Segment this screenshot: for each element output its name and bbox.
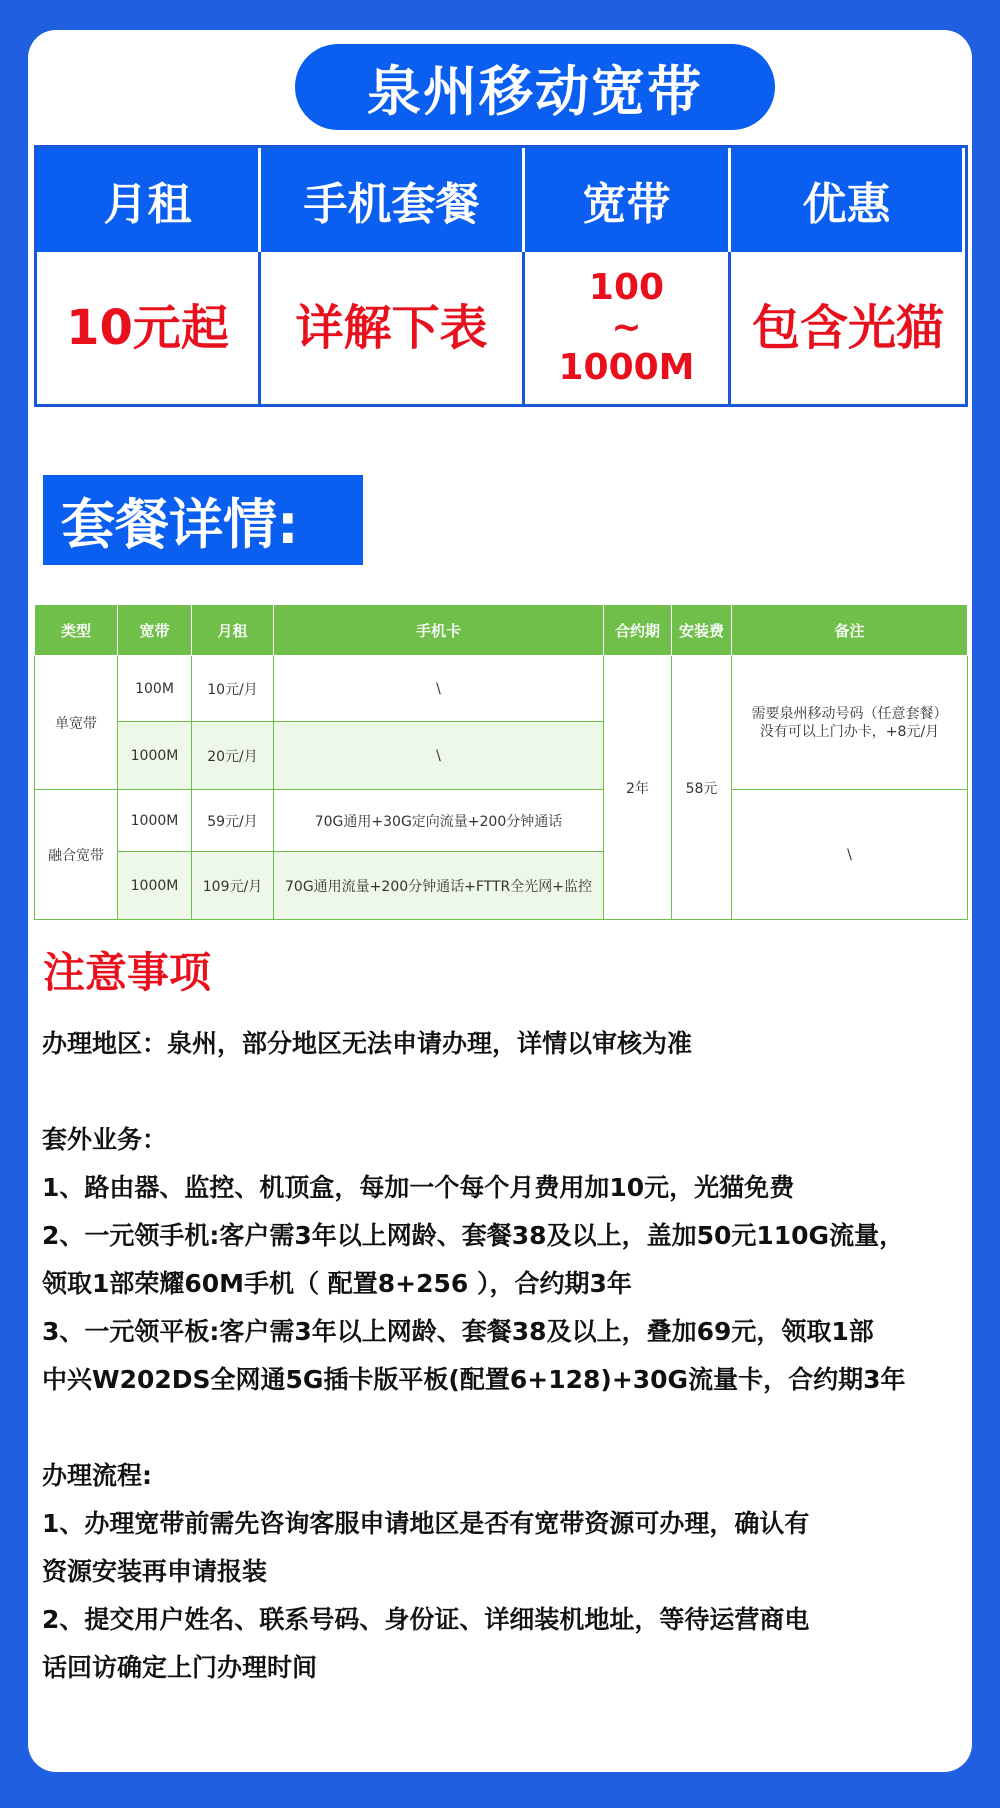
note-single-line-1: 需要泉州移动号码（任意套餐） [751, 705, 948, 722]
cell-install: 58元 [672, 656, 732, 920]
cell-card: 70G通用+30G定向流量+200分钟通话 [274, 790, 604, 852]
summary-header-broadband: 宽带 [525, 148, 731, 252]
page-title: 泉州移动宽带 [295, 44, 775, 130]
summary-header-offer: 优惠 [731, 148, 965, 252]
col-type: 类型 [35, 605, 118, 656]
cell-rent: 10元/月 [192, 656, 274, 722]
note-flow-title: 办理流程: [42, 1461, 152, 1490]
cell-bw: 100M [118, 656, 192, 722]
type-single: 单宽带 [35, 656, 118, 790]
cell-rent: 20元/月 [192, 722, 274, 790]
cell-bw: 1000M [118, 790, 192, 852]
plan-table [34, 604, 968, 920]
summary-offer-value: 包含光猫 [751, 300, 944, 356]
cell-rent: 109元/月 [192, 852, 274, 920]
note-extra-3b: 中兴W202DS全网通5G插卡版平板(配置6+128)+30G流量卡，合约期3年 [42, 1365, 906, 1394]
notes-body [42, 1020, 962, 1692]
cell-card: \ [274, 722, 604, 790]
col-rent: 月租 [192, 605, 274, 656]
cell-note-single [732, 656, 968, 790]
cell-bw: 1000M [118, 722, 192, 790]
broadband-min: 100 [588, 267, 665, 308]
note-area: 办理地区：泉州，部分地区无法申请办理，详情以审核为准 [42, 1029, 693, 1058]
note-extra-2a: 2、一元领手机:客户需3年以上网龄、套餐38及以上，盖加50元110G流量， [42, 1221, 905, 1250]
note-extra-3a: 3、一元领平板:客户需3年以上网龄、套餐38及以上，叠加69元，领取1部 [42, 1317, 874, 1346]
detail-section-title: 套餐详情: [43, 475, 363, 565]
broadband-max: 1000M [558, 347, 695, 388]
summary-broadband-value [525, 252, 731, 404]
note-flow-1a: 1、办理宽带前需先咨询客服申请地区是否有宽带资源可办理，确认有 [42, 1509, 810, 1538]
col-sim-card: 手机卡 [274, 605, 604, 656]
col-term: 合约期 [604, 605, 672, 656]
col-remarks: 备注 [732, 605, 968, 656]
cell-bw: 1000M [118, 852, 192, 920]
summary-header-plan: 手机套餐 [261, 148, 525, 252]
summary-header-rent: 月租 [37, 148, 261, 252]
cell-card: 70G通用流量+200分钟通话+FTTR全光网+监控 [274, 852, 604, 920]
table-row [35, 656, 968, 722]
table-row [35, 790, 968, 852]
table-header-row [35, 605, 968, 656]
type-fusion: 融合宽带 [35, 790, 118, 920]
note-extra-1: 1、路由器、监控、机顶盒，每加一个每个月费用加10元，光猫免费 [42, 1173, 795, 1202]
poster-card [28, 30, 972, 1772]
summary-rent-value: 10元起 [37, 252, 261, 404]
cell-rent: 59元/月 [192, 790, 274, 852]
cell-note-fusion: \ [732, 790, 968, 920]
broadband-tilde: ~ [611, 307, 642, 348]
note-single-line-2: 没有可以上门办卡，+8元/月 [759, 723, 940, 740]
note-extra-title: 套外业务： [42, 1125, 168, 1154]
note-flow-2a: 2、提交用户姓名、联系号码、身份证、详细装机地址，等待运营商电 [42, 1605, 810, 1634]
summary-plan-value: 详解下表 [261, 252, 525, 404]
notes-title: 注意事项 [43, 948, 212, 997]
note-extra-2b: 领取1部荣耀60M手机（ 配置8+256 ），合约期3年 [42, 1269, 632, 1298]
col-broadband: 宽带 [118, 605, 192, 656]
col-install-fee: 安装费 [672, 605, 732, 656]
note-flow-1b: 资源安装再申请报装 [42, 1557, 268, 1586]
note-flow-2b: 话回访确定上门办理时间 [42, 1653, 318, 1682]
cell-term: 2年 [604, 656, 672, 920]
cell-card: \ [274, 656, 604, 722]
summary-grid [34, 145, 968, 407]
